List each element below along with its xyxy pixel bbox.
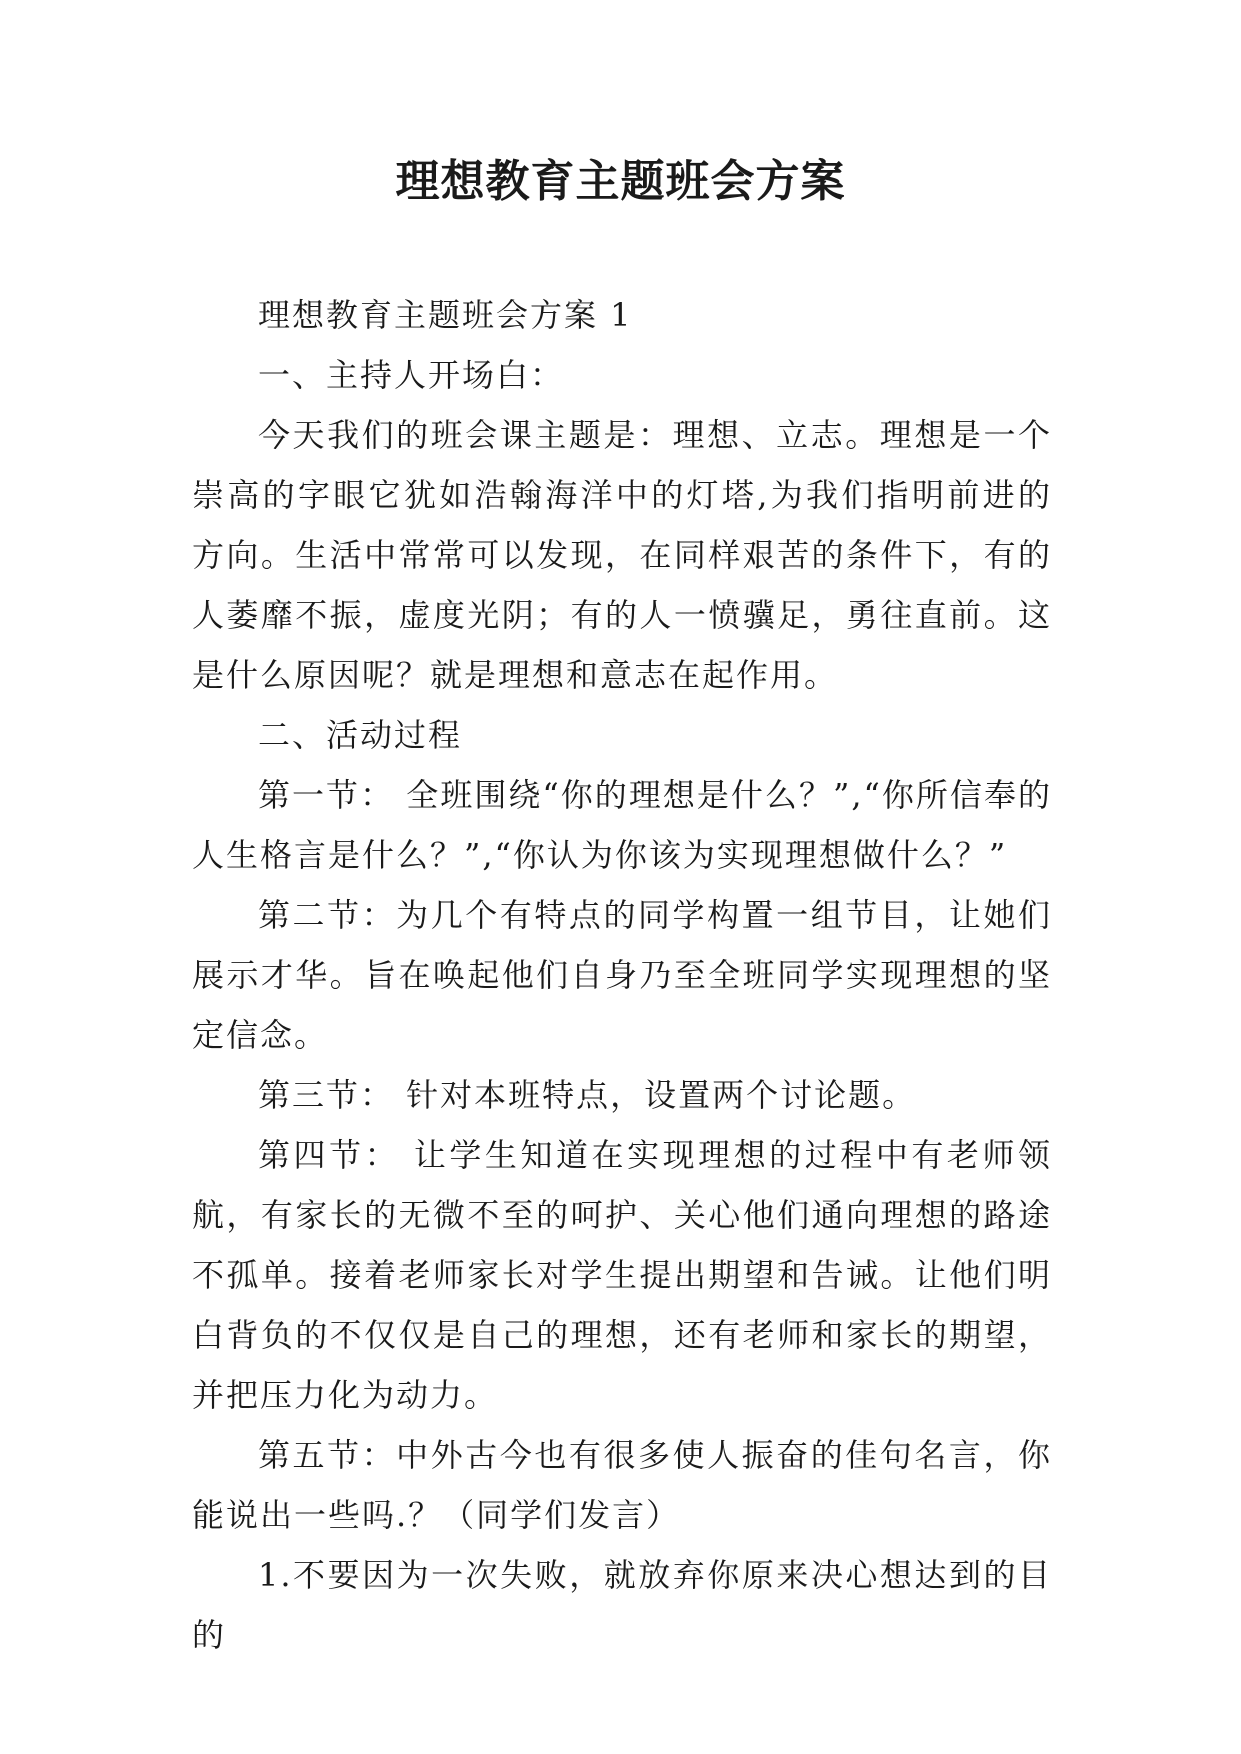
paragraph-section-five: 第五节：中外古今也有很多使人振奋的佳句名言，你能说出一些吗.？（同学们发言） bbox=[192, 1436, 1052, 1534]
paragraph-section-three: 第三节： 针对本班特点，设置两个讨论题。 bbox=[258, 1076, 917, 1114]
paragraph-section-four: 第四节： 让学生知道在实现理想的过程中有老师领航，有家长的无微不至的呵护、关心他们通向理想的路途不孤单。接着老师家长对学生提出期望和告诫。让他们明白背负的不仅仅是自己的理想，还有老师和家长的期望，并把压力化为动力。 bbox=[192, 1136, 1052, 1414]
paragraph-opening-speech: 今天我们的班会课主题是：理想、立志。理想是一个崇高的字眼它犹如浩翰海洋中的灯塔,为我们指明前进的方向。生活中常常可以发现，在同样艰苦的条件下，有的人萎靡不振，虚度光阴；有的人一愤骥足，勇往直前。这是什么原因呢？就是理想和意志在起作用。 bbox=[192, 416, 1052, 694]
list-item-quote-1: 1.不要因为一次失败，就放弃你原来决心想达到的目的 bbox=[192, 1556, 1052, 1654]
subheading-activity-process: 二、活动过程 bbox=[258, 716, 463, 754]
section-heading: 理想教育主题班会方案 1 bbox=[258, 296, 633, 334]
paragraph-section-one: 第一节： 全班围绕“你的理想是什么？”,“你所信奉的人生格言是什么？”,“你认为你该为实现理想做什么？” bbox=[192, 776, 1052, 874]
document-body bbox=[192, 285, 1052, 1665]
paragraph-section-two: 第二节：为几个有特点的同学构置一组节目，让她们展示才华。旨在唤起他们自身乃至全班同学实现理想的坚定信念。 bbox=[192, 896, 1052, 1054]
subheading-opening: 一、主持人开场白： bbox=[258, 356, 565, 394]
document-title: 理想教育主题班会方案 bbox=[395, 156, 846, 207]
